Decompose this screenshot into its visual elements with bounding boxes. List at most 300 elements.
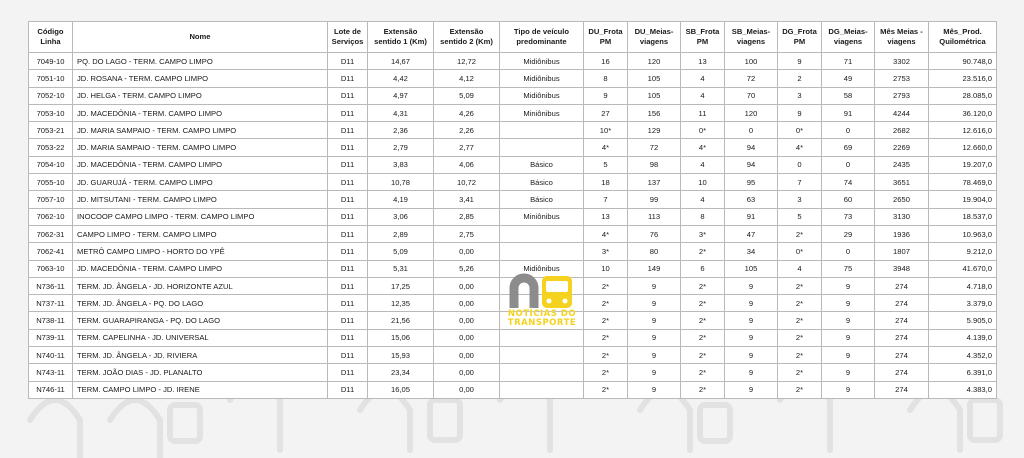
table-cell: 2* [584,329,628,346]
table-cell: 9 [725,381,778,398]
table-cell: 2* [584,295,628,312]
table-cell: 10.963,0 [929,225,997,242]
table-cell: D11 [328,277,368,294]
header-cell: SB_Meias-viagens [725,22,778,53]
table-cell: 7051-10 [29,70,73,87]
table-cell: 19.207,0 [929,156,997,173]
table-cell [500,122,584,139]
table-cell: 1807 [875,243,929,260]
table-cell: 4,06 [434,156,500,173]
table-cell: N738-11 [29,312,73,329]
table-cell: 5 [778,208,822,225]
table-cell: 4 [681,156,725,173]
table-cell: 274 [875,347,929,364]
header-cell: DG_Meias-viagens [822,22,875,53]
table-cell: 9 [628,364,681,381]
table-cell: 7057-10 [29,191,73,208]
table-cell: 0,00 [434,312,500,329]
table-cell: 10* [584,122,628,139]
table-cell: Miniônibus [500,208,584,225]
table-row [29,156,997,173]
table-cell: D11 [328,329,368,346]
table-cell: 7049-10 [29,53,73,70]
table-row [29,87,997,104]
table-cell: 12,35 [368,295,434,312]
table-cell: 3,41 [434,191,500,208]
table-cell: JD. GUARUJÁ - TERM. CAMPO LIMPO [73,174,328,191]
table-cell: TERM. CAMPO LIMPO - JD. IRENE [73,381,328,398]
table-cell: 2 [778,70,822,87]
table-row [29,122,997,139]
header-cell: DU_Meias-viagens [628,22,681,53]
table-cell: TERM. JOÃO DIAS - JD. PLANALTO [73,364,328,381]
table-cell: 70 [725,87,778,104]
table-cell: CAMPO LIMPO - TERM. CAMPO LIMPO [73,225,328,242]
table-cell: 80 [628,243,681,260]
table-cell: 13 [584,208,628,225]
table-cell: 2* [778,381,822,398]
table-cell: 100 [725,53,778,70]
table-cell: 0,00 [434,295,500,312]
table-cell: 2* [778,312,822,329]
table-cell: 2,77 [434,139,500,156]
table-cell: 149 [628,260,681,277]
table-cell: 10,78 [368,174,434,191]
table-cell [500,347,584,364]
table-cell: 9 [628,277,681,294]
table-cell: 3302 [875,53,929,70]
header-cell: Mês_Prod. Quilométrica [929,22,997,53]
table-cell: PQ. DO LAGO - TERM. CAMPO LIMPO [73,53,328,70]
table-cell: 0,00 [434,381,500,398]
table-cell: 8 [681,208,725,225]
table-cell: 95 [725,174,778,191]
table-cell: 4.718,0 [929,277,997,294]
table-cell: 9 [725,277,778,294]
table-cell: 129 [628,122,681,139]
header-cell: Código Linha [29,22,73,53]
table-cell: 7 [584,191,628,208]
table-cell: 4 [681,87,725,104]
table-cell: 2* [681,312,725,329]
table-cell: 0,00 [434,347,500,364]
table-cell: N736-11 [29,277,73,294]
table-cell: 9 [778,53,822,70]
table-cell: D11 [328,104,368,121]
table-cell: D11 [328,225,368,242]
table-cell: 9 [822,329,875,346]
table-cell: 2* [778,364,822,381]
table-cell: 3 [778,191,822,208]
table-cell: TERM. CAPELINHA - JD. UNIVERSAL [73,329,328,346]
table-cell: 4* [681,139,725,156]
table-cell: 12.616,0 [929,122,997,139]
table-row [29,347,997,364]
header-cell: Tipo de veículo predominante [500,22,584,53]
table-cell: D11 [328,381,368,398]
table-cell: 4244 [875,104,929,121]
table-cell: 4.352,0 [929,347,997,364]
table-cell: 9 [725,295,778,312]
table-cell: JD. MARIA SAMPAIO - TERM. CAMPO LIMPO [73,122,328,139]
table-row [29,191,997,208]
table-cell: 4 [778,260,822,277]
table-cell: 105 [725,260,778,277]
header-cell: Extensão sentido 2 (Km) [434,22,500,53]
table-cell: 274 [875,364,929,381]
table-cell: 6.391,0 [929,364,997,381]
table-cell: JD. MACEDÔNIA - TERM. CAMPO LIMPO [73,260,328,277]
table-row [29,243,997,260]
table-cell: 113 [628,208,681,225]
table-cell: 4 [681,191,725,208]
table-cell: D11 [328,156,368,173]
table-cell: 2269 [875,139,929,156]
table-cell: 9 [725,364,778,381]
table-cell: 21,56 [368,312,434,329]
table-cell: Básico [500,191,584,208]
table-body [29,53,997,399]
table-cell: 69 [822,139,875,156]
table-cell: 34 [725,243,778,260]
table-cell: 29 [822,225,875,242]
table-cell: 75 [822,260,875,277]
table-cell: TERM. JD. ÂNGELA - PQ. DO LAGO [73,295,328,312]
table-cell: 7055-10 [29,174,73,191]
table-row [29,381,997,398]
table-cell: 5 [584,156,628,173]
table-cell: 9 [725,312,778,329]
table-cell: 7053-21 [29,122,73,139]
table-cell: D11 [328,364,368,381]
table-cell: 9 [822,312,875,329]
table-cell: 9 [725,347,778,364]
table-cell: Básico [500,156,584,173]
table-cell: 16 [584,53,628,70]
table-cell: 0 [822,122,875,139]
table-cell: 5,26 [434,260,500,277]
table-cell: Midiônibus [500,87,584,104]
table-cell: 94 [725,139,778,156]
table-cell: 4* [584,139,628,156]
table-cell: 9 [584,87,628,104]
logo-text-line1: NOTÍCIAS DO [507,309,577,319]
table-cell: D11 [328,208,368,225]
table-cell: 2,89 [368,225,434,242]
spreadsheet [28,21,996,399]
table-cell: METRÔ CAMPO LIMPO - HORTO DO YPÊ [73,243,328,260]
table-cell: 5.905,0 [929,312,997,329]
table-cell: 2* [681,329,725,346]
table-cell: D11 [328,295,368,312]
table-cell: 7062-31 [29,225,73,242]
table-cell: 49 [822,70,875,87]
table-row [29,174,997,191]
table-cell: 91 [822,104,875,121]
table-cell: 9 [725,329,778,346]
table-cell: N743-11 [29,364,73,381]
table-cell [500,243,584,260]
header-cell: Extensão sentido 1 (Km) [368,22,434,53]
header-cell: DU_Frota PM [584,22,628,53]
table-cell: D11 [328,87,368,104]
table-cell: 3 [778,87,822,104]
line-table [28,21,997,399]
table-cell [500,225,584,242]
table-cell: JD. MARIA SAMPAIO - TERM. CAMPO LIMPO [73,139,328,156]
logo-mark-icon [500,270,584,310]
table-cell: 0 [778,156,822,173]
table-cell: 2* [778,347,822,364]
table-cell: 28.085,0 [929,87,997,104]
table-cell: 5,31 [368,260,434,277]
table-cell: 2* [584,347,628,364]
table-cell: JD. MACEDÔNIA - TERM. CAMPO LIMPO [73,156,328,173]
table-cell: D11 [328,122,368,139]
table-row [29,139,997,156]
table-cell: 4 [681,70,725,87]
table-cell: 2,79 [368,139,434,156]
table-cell: 4.383,0 [929,381,997,398]
table-cell: JD. HELGA - TERM. CAMPO LIMPO [73,87,328,104]
table-cell: INOCOOP CAMPO LIMPO - TERM. CAMPO LIMPO [73,208,328,225]
table-cell: 120 [628,53,681,70]
table-cell: 41.670,0 [929,260,997,277]
header-cell: Lote de Serviços [328,22,368,53]
table-cell: 9 [628,295,681,312]
table-cell: 4,31 [368,104,434,121]
table-cell: 94 [725,156,778,173]
table-cell: TERM. JD. ÂNGELA - JD. HORIZONTE AZUL [73,277,328,294]
table-cell: 98 [628,156,681,173]
table-cell: 5,09 [434,87,500,104]
table-cell: D11 [328,312,368,329]
table-cell: D11 [328,260,368,277]
table-cell: 7062-41 [29,243,73,260]
table-cell: 12.660,0 [929,139,997,156]
table-cell: N739-11 [29,329,73,346]
table-cell: 91 [725,208,778,225]
table-cell: 9 [778,104,822,121]
table-cell: 4,26 [434,104,500,121]
table-cell: 9.212,0 [929,243,997,260]
table-cell: 3* [681,225,725,242]
table-cell: 2* [778,277,822,294]
table-cell: 2* [681,243,725,260]
table-row [29,53,997,70]
table-cell: 0* [681,122,725,139]
table-cell: 274 [875,329,929,346]
table-cell: 274 [875,295,929,312]
table-cell: 2,75 [434,225,500,242]
table-cell: TERM. JD. ÂNGELA - JD. RIVIERA [73,347,328,364]
table-cell: 120 [725,104,778,121]
table-cell: 3,83 [368,156,434,173]
table-row [29,329,997,346]
table-cell [500,381,584,398]
table-cell: 90.748,0 [929,53,997,70]
table-cell: 16,05 [368,381,434,398]
table-cell: 73 [822,208,875,225]
table-cell: 78.469,0 [929,174,997,191]
header-cell: Nome [73,22,328,53]
table-cell: N737-11 [29,295,73,312]
table-cell: 9 [628,312,681,329]
table-cell: 137 [628,174,681,191]
table-cell: N740-11 [29,347,73,364]
table-cell: 9 [822,364,875,381]
table-cell: 0,00 [434,364,500,381]
logo-text [500,310,584,328]
table-cell: 7063-10 [29,260,73,277]
table-cell [500,329,584,346]
table-cell: 10 [584,260,628,277]
table-cell: JD. MACEDÔNIA - TERM. CAMPO LIMPO [73,104,328,121]
table-cell: 4,19 [368,191,434,208]
noticias-do-transporte-logo [500,270,584,330]
table-cell: D11 [328,70,368,87]
table-cell: 7053-10 [29,104,73,121]
table-cell: 2682 [875,122,929,139]
table-cell: 4,97 [368,87,434,104]
table-cell: 10,72 [434,174,500,191]
table-cell: 27 [584,104,628,121]
table-cell: 71 [822,53,875,70]
table-cell: 2* [681,381,725,398]
table-cell: 14,67 [368,53,434,70]
table-cell: 2* [681,364,725,381]
table-cell: D11 [328,191,368,208]
table-cell: 9 [822,277,875,294]
table-cell: 3.379,0 [929,295,997,312]
table-cell: TERM. GUARAPIRANGA - PQ. DO LAGO [73,312,328,329]
logo-text-line2: TRANSPORTE [507,318,577,328]
table-cell: 23.516,0 [929,70,997,87]
table-cell: 105 [628,70,681,87]
table-cell: 60 [822,191,875,208]
table-cell: 2* [778,225,822,242]
table-cell: 274 [875,277,929,294]
header-cell: DG_Frota PM [778,22,822,53]
header-cell: Mês Meias - viagens [875,22,929,53]
header-cell: SB_Frota PM [681,22,725,53]
table-cell: 2* [681,295,725,312]
table-cell: 1936 [875,225,929,242]
table-cell: 2793 [875,87,929,104]
table-row [29,104,997,121]
table-cell: 74 [822,174,875,191]
table-cell: JD. MITSUTANI - TERM. CAMPO LIMPO [73,191,328,208]
table-cell: 4* [584,225,628,242]
table-row [29,225,997,242]
table-cell: 7054-10 [29,156,73,173]
table-cell: 5,09 [368,243,434,260]
table-cell: 2753 [875,70,929,87]
table-cell: Miniônibus [500,104,584,121]
table-cell: 274 [875,381,929,398]
table-cell: 3130 [875,208,929,225]
table-cell: D11 [328,53,368,70]
table-cell: 72 [725,70,778,87]
table-cell: 2* [778,329,822,346]
table-cell: 4,12 [434,70,500,87]
table-cell: 0* [778,122,822,139]
table-cell: 2,36 [368,122,434,139]
table-cell: 19.904,0 [929,191,997,208]
table-cell: 2* [584,312,628,329]
table-cell: 3,06 [368,208,434,225]
table-cell: 15,06 [368,329,434,346]
table-cell: Midiônibus [500,70,584,87]
table-cell: 0,00 [434,277,500,294]
table-cell: 156 [628,104,681,121]
table-cell: 10 [681,174,725,191]
table-cell: 7062-10 [29,208,73,225]
table-cell: 0 [822,156,875,173]
table-cell: D11 [328,347,368,364]
table-cell: JD. ROSANA - TERM. CAMPO LIMPO [73,70,328,87]
table-cell: 15,93 [368,347,434,364]
table-cell: 9 [628,329,681,346]
table-cell: 36.120,0 [929,104,997,121]
table-cell [500,139,584,156]
table-cell: 105 [628,87,681,104]
table-cell: 72 [628,139,681,156]
table-cell: 4.139,0 [929,329,997,346]
table-cell: 9 [822,381,875,398]
table-cell: 99 [628,191,681,208]
table-cell: 2* [778,295,822,312]
table-cell: 47 [725,225,778,242]
table-cell: D11 [328,243,368,260]
table-cell: 0* [778,243,822,260]
table-cell: 9 [628,347,681,364]
table-cell: N746-11 [29,381,73,398]
header-row [29,22,997,53]
table-cell: 6 [681,260,725,277]
table-cell: 274 [875,312,929,329]
table-cell: 63 [725,191,778,208]
table-cell: 9 [822,295,875,312]
table-cell: 58 [822,87,875,104]
table-cell: 7053-22 [29,139,73,156]
table-cell: 76 [628,225,681,242]
table-cell: 0,00 [434,329,500,346]
table-cell: 3651 [875,174,929,191]
table-cell: Básico [500,174,584,191]
table-cell: 4* [778,139,822,156]
table-cell: 0,00 [434,243,500,260]
table-cell: 9 [628,381,681,398]
table-cell: 11 [681,104,725,121]
table-cell: 2,85 [434,208,500,225]
table-cell: 2* [584,277,628,294]
table-cell: 8 [584,70,628,87]
table-cell: 13 [681,53,725,70]
table-cell: D11 [328,139,368,156]
table-row [29,70,997,87]
table-cell: 2* [584,364,628,381]
table-cell: 7052-10 [29,87,73,104]
table-cell: 2435 [875,156,929,173]
table-row [29,364,997,381]
table-cell: 4,42 [368,70,434,87]
table-cell: 2650 [875,191,929,208]
table-cell: D11 [328,174,368,191]
table-cell: 0 [725,122,778,139]
table-cell: 9 [822,347,875,364]
table-cell: Midiônibus [500,53,584,70]
